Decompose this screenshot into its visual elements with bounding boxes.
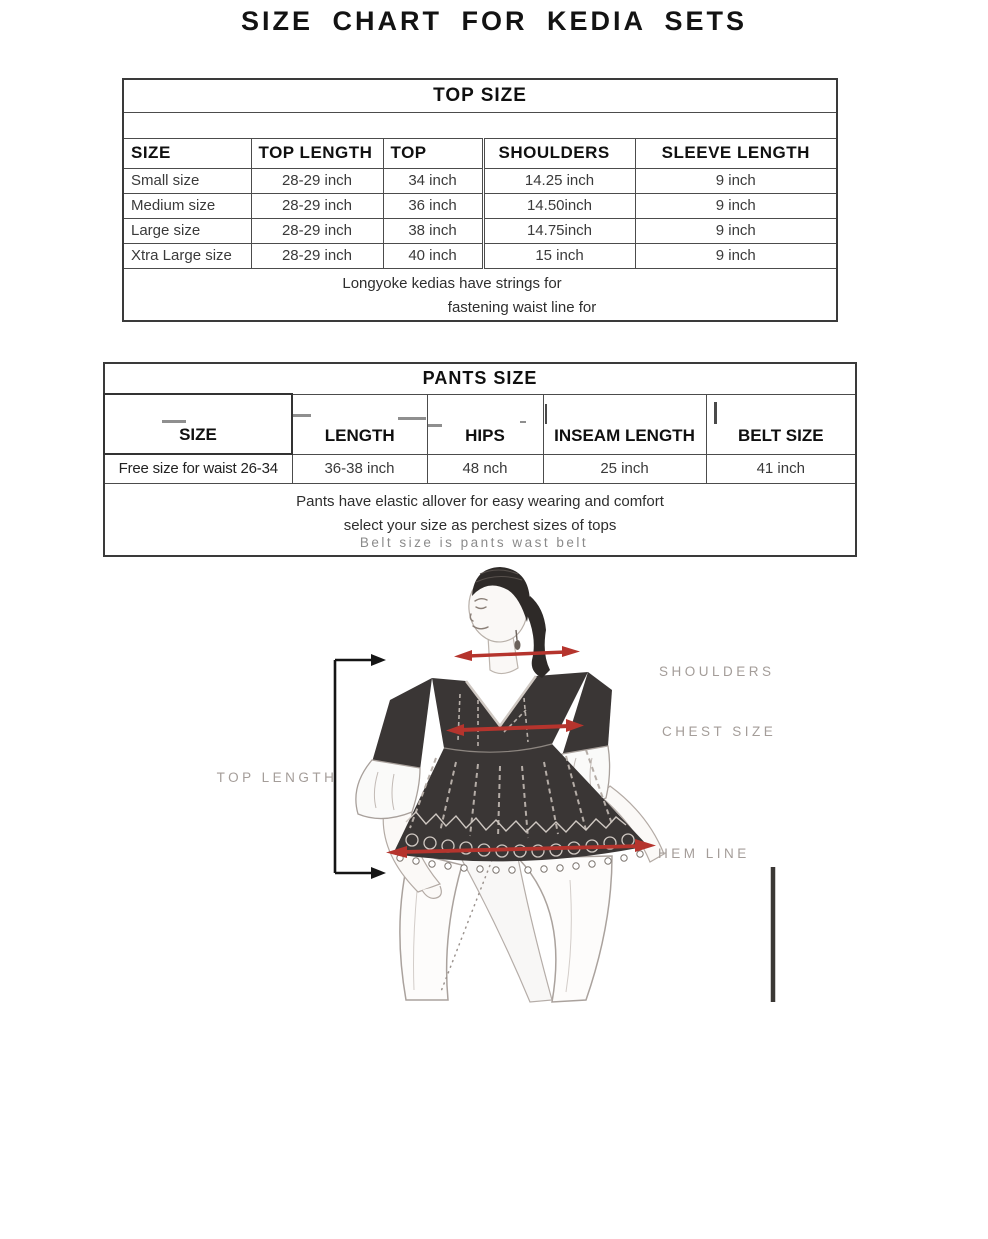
pants-col-length: LENGTH xyxy=(292,394,427,454)
hem-line-label: HEM LINE xyxy=(658,846,750,861)
top-size-table xyxy=(122,78,838,322)
cell-shoulders: 14.50inch xyxy=(483,193,635,218)
top-length-label: TOP LENGTH xyxy=(216,770,338,785)
cell-top: 36 inch xyxy=(383,193,483,218)
top-table-note xyxy=(123,268,837,321)
scan-artifact-tick xyxy=(714,402,717,424)
table-row-xtra-large xyxy=(123,243,837,268)
pants-table-header-row xyxy=(104,394,856,454)
pants-col-inseam: INSEAM LENGTH xyxy=(543,394,706,454)
cell-size: Large size xyxy=(123,218,251,243)
scan-artifact-dash xyxy=(520,421,526,423)
cell-shoulders: 14.75inch xyxy=(483,218,635,243)
scan-artifact-tick xyxy=(545,404,547,424)
top-table-note-row xyxy=(123,268,837,321)
pants-table-note xyxy=(104,483,856,556)
pants-note-line1: Pants have elastic allover for easy wearing and comfort xyxy=(296,492,664,510)
top-table-title: TOP SIZE xyxy=(123,79,837,112)
pants-table-note-row xyxy=(104,483,856,556)
cell-pants-belt: 41 inch xyxy=(706,454,856,483)
top-col-sleeve: SLEEVE LENGTH xyxy=(635,138,837,168)
cell-pants-inseam: 25 inch xyxy=(543,454,706,483)
table-row-small xyxy=(123,168,837,193)
cell-top: 38 inch xyxy=(383,218,483,243)
cell-top-length: 28-29 inch xyxy=(251,193,383,218)
chest-size-label: CHEST SIZE xyxy=(662,724,777,739)
pants-col-belt: BELT SIZE xyxy=(706,394,856,454)
cell-top: 40 inch xyxy=(383,243,483,268)
top-col-size: SIZE xyxy=(123,138,251,168)
scan-artifact-dash xyxy=(428,424,442,427)
cell-top-length: 28-29 inch xyxy=(251,168,383,193)
kedia-top-sketch xyxy=(356,672,648,873)
scan-artifact-dash xyxy=(293,414,311,417)
pants-table-title-row xyxy=(104,363,856,394)
cell-size: Small size xyxy=(123,168,251,193)
pants-note-line3: Belt size is pants wast belt xyxy=(359,534,589,550)
cell-sleeve: 9 inch xyxy=(635,243,837,268)
pants-note-line2: select your size as perchest sizes of tops xyxy=(343,516,617,534)
kedia-measurement-diagram xyxy=(100,560,888,1020)
pants-col-size: SIZE xyxy=(104,394,292,454)
cell-pants-length: 36-38 inch xyxy=(292,454,427,483)
cell-shoulders: 14.25 inch xyxy=(483,168,635,193)
pants-size-table xyxy=(103,362,857,557)
top-col-shoulders: SHOULDERS xyxy=(483,138,635,168)
cell-size: Xtra Large size xyxy=(123,243,251,268)
top-note-line2: fastening waist line for xyxy=(447,298,597,316)
cell-shoulders: 15 inch xyxy=(483,243,635,268)
top-table-title-row xyxy=(123,79,837,112)
top-table-spacer-row xyxy=(123,112,837,138)
cell-pants-size: Free size for waist 26-34 xyxy=(104,454,292,483)
page-title: SIZE CHART FOR KEDIA SETS xyxy=(240,6,748,36)
cell-top-length: 28-29 inch xyxy=(251,243,383,268)
head-sketch xyxy=(465,567,550,678)
scan-artifact-dash xyxy=(162,420,186,423)
cell-sleeve: 9 inch xyxy=(635,193,837,218)
table-row-free-size xyxy=(104,454,856,483)
scan-artifact-dash xyxy=(398,417,426,420)
cell-sleeve: 9 inch xyxy=(635,218,837,243)
pants-table-title: PANTS SIZE xyxy=(104,363,856,394)
cell-pants-hips: 48 nch xyxy=(427,454,543,483)
cell-sleeve: 9 inch xyxy=(635,168,837,193)
top-table-spacer xyxy=(123,112,837,138)
pants-col-hips: HIPS xyxy=(427,394,543,454)
table-row-medium xyxy=(123,193,837,218)
shoulders-label: SHOULDERS xyxy=(659,664,775,679)
table-row-large xyxy=(123,218,837,243)
cell-size: Medium size xyxy=(123,193,251,218)
top-col-top: TOP xyxy=(383,138,483,168)
top-table-header-row xyxy=(123,138,837,168)
top-note-line1: Longyoke kedias have strings for xyxy=(342,274,562,292)
model-illustration xyxy=(356,567,664,1002)
top-col-length: TOP LENGTH xyxy=(251,138,383,168)
cell-top-length: 28-29 inch xyxy=(251,218,383,243)
cell-top: 34 inch xyxy=(383,168,483,193)
